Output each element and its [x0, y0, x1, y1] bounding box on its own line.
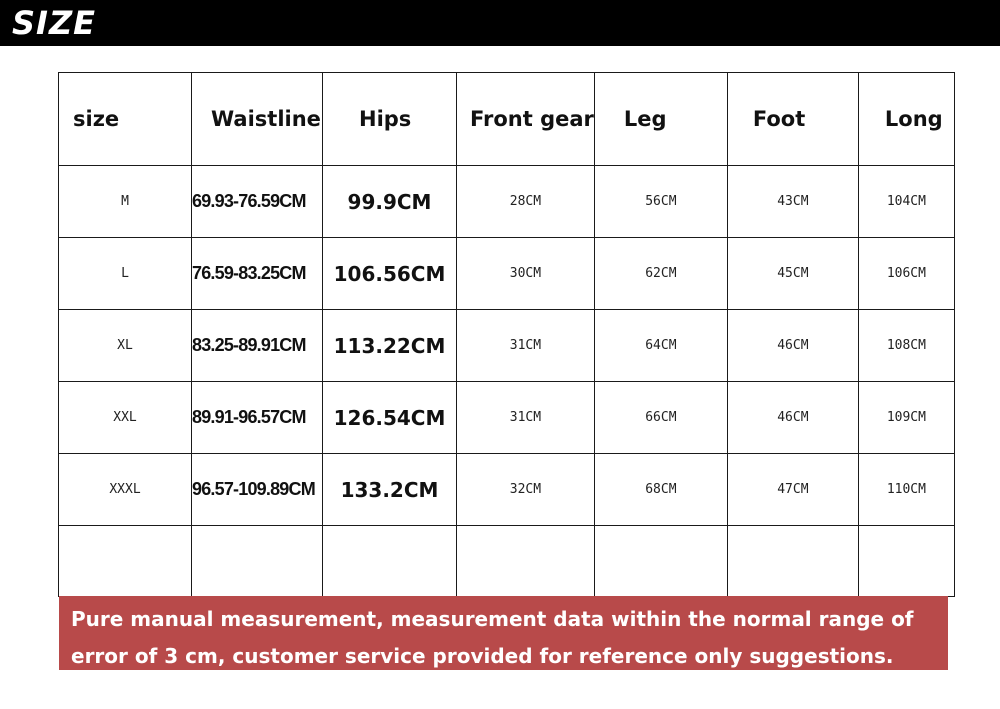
cell-waistline: 76.59-83.25CM: [192, 238, 323, 310]
cell-front-gear: 31CM: [457, 382, 595, 454]
column-header-waistline: Waistline: [192, 73, 323, 166]
cell-foot: 45CM: [727, 238, 858, 310]
empty-cell: [594, 526, 727, 597]
table-row-empty: [59, 526, 955, 597]
empty-cell: [457, 526, 595, 597]
cell-waistline: 89.91-96.57CM: [192, 382, 323, 454]
cell-foot: 46CM: [727, 382, 858, 454]
cell-hips: 106.56CM: [323, 238, 457, 310]
empty-cell: [59, 526, 192, 597]
cell-front-gear: 32CM: [457, 454, 595, 526]
empty-cell: [858, 526, 954, 597]
cell-hips: 126.54CM: [323, 382, 457, 454]
cell-leg: 66CM: [594, 382, 727, 454]
column-header-foot: Foot: [727, 73, 858, 166]
header-bar: [0, 0, 1000, 46]
table-row: [59, 382, 955, 454]
empty-cell: [323, 526, 457, 597]
cell-waistline: 96.57-109.89CM: [192, 454, 323, 526]
column-header-size: size: [59, 73, 192, 166]
cell-leg: 56CM: [594, 166, 727, 238]
cell-hips: 113.22CM: [323, 310, 457, 382]
column-header-leg: Leg: [594, 73, 727, 166]
cell-long: 110CM: [858, 454, 954, 526]
table-row: [59, 166, 955, 238]
table-row: [59, 454, 955, 526]
header-title: SIZE: [12, 4, 97, 42]
cell-size: XXL: [59, 382, 192, 454]
table-header-row: [59, 73, 955, 166]
size-chart-table: [58, 72, 955, 597]
table-row: [59, 238, 955, 310]
column-header-front-gear: Front gear: [457, 73, 595, 166]
cell-front-gear: 31CM: [457, 310, 595, 382]
measurement-note: [59, 596, 948, 670]
empty-cell: [192, 526, 323, 597]
cell-size: M: [59, 166, 192, 238]
cell-long: 108CM: [858, 310, 954, 382]
cell-leg: 64CM: [594, 310, 727, 382]
cell-front-gear: 30CM: [457, 238, 595, 310]
cell-size: L: [59, 238, 192, 310]
cell-size: XL: [59, 310, 192, 382]
cell-leg: 62CM: [594, 238, 727, 310]
cell-long: 104CM: [858, 166, 954, 238]
cell-foot: 46CM: [727, 310, 858, 382]
cell-size: XXXL: [59, 454, 192, 526]
column-header-long: Long: [858, 73, 954, 166]
cell-long: 106CM: [858, 238, 954, 310]
empty-cell: [727, 526, 858, 597]
cell-front-gear: 28CM: [457, 166, 595, 238]
cell-foot: 47CM: [727, 454, 858, 526]
measurement-note-text: Pure manual measurement, measurement data within the normal range of error of 3 cm, customer service provided for reference only suggestions.: [71, 607, 914, 668]
cell-waistline: 69.93-76.59CM: [192, 166, 323, 238]
cell-long: 109CM: [858, 382, 954, 454]
cell-waistline: 83.25-89.91CM: [192, 310, 323, 382]
column-header-hips: Hips: [323, 73, 457, 166]
cell-hips: 133.2CM: [323, 454, 457, 526]
cell-hips: 99.9CM: [323, 166, 457, 238]
cell-foot: 43CM: [727, 166, 858, 238]
cell-leg: 68CM: [594, 454, 727, 526]
table-row: [59, 310, 955, 382]
